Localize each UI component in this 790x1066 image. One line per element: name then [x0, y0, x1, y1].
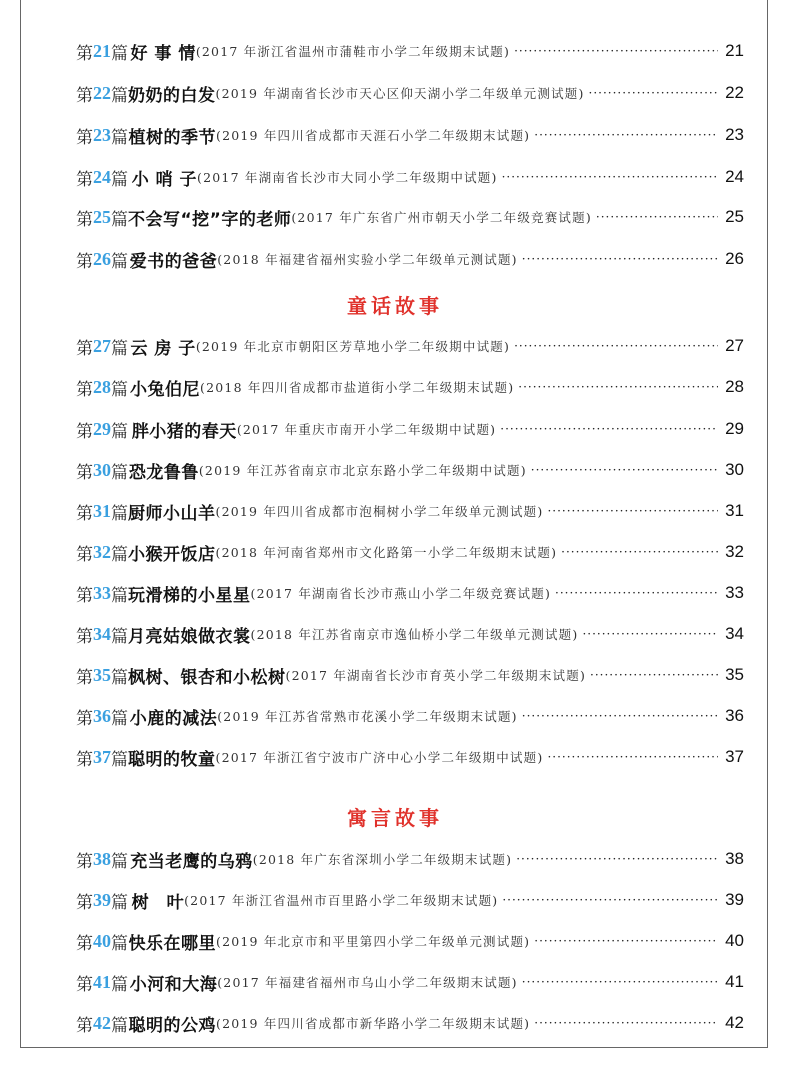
entry-prefix: 第 — [76, 127, 93, 148]
entry-number: 38 — [93, 848, 111, 869]
entry-title: 快乐在哪里 — [128, 933, 216, 954]
toc-entry-36[interactable] — [76, 701, 744, 731]
entry-source: (2017 年广东省广州市朝天小学二年级竞赛试题) — [291, 210, 592, 225]
leader-dots — [512, 852, 718, 866]
entry-source: (2017 年湖南省长沙市大同小学二年级期中试题) — [197, 170, 498, 185]
entry-prefix: 第 — [76, 708, 93, 729]
entry-page: 42 — [725, 1013, 744, 1032]
leader-dots — [510, 44, 718, 58]
entry-page: 25 — [725, 207, 744, 226]
entry-title: 玩滑梯的小星星 — [128, 585, 251, 606]
entry-source: (2019 年四川省成都市天涯石小学二年级期末试题) — [216, 128, 531, 143]
entry-suffix: 篇 — [111, 667, 128, 688]
entry-suffix: 篇 — [111, 1015, 128, 1036]
entry-title: 聪明的牧童 — [128, 749, 216, 770]
entry-title: 聪明的公鸡 — [128, 1015, 216, 1036]
entry-title: 厨师小山羊 — [128, 503, 216, 524]
entry-source: (2019 年江苏省南京市北京东路小学二年级期中试题) — [198, 463, 527, 478]
entry-title: 恐龙鲁鲁 — [128, 462, 199, 483]
entry-title: 小兔伯尼 — [130, 379, 201, 400]
leader-dots — [543, 750, 718, 764]
entry-title: 云 房 子 — [130, 338, 196, 359]
entry-page: 35 — [725, 665, 744, 684]
entry-source: (2017 年湖南省长沙市燕山小学二年级竞赛试题) — [250, 586, 552, 601]
entry-source: (2019 年北京市和平里第四小学二年级单元测试题) — [216, 934, 531, 949]
entry-number: 25 — [93, 206, 111, 227]
leader-dots — [514, 380, 718, 394]
entry-number: 30 — [93, 459, 111, 480]
toc-entry-34[interactable] — [76, 619, 744, 649]
entry-source: (2018 年四川省成都市盐道街小学二年级期末试题) — [200, 380, 515, 395]
toc-entry-26[interactable] — [76, 244, 744, 274]
entry-prefix: 第 — [76, 585, 93, 606]
entry-suffix: 篇 — [111, 251, 128, 272]
entry-suffix: 篇 — [111, 85, 128, 106]
entry-title: 奶奶的白发 — [128, 85, 216, 106]
entry-source: (2019 年江苏省常熟市花溪小学二年级期末试题) — [217, 709, 518, 724]
entry-prefix: 第 — [76, 169, 93, 190]
toc-entry-30[interactable] — [76, 455, 744, 485]
entry-suffix: 篇 — [111, 503, 128, 524]
toc-entry-28[interactable] — [76, 372, 744, 402]
entry-title: 好 事 情 — [130, 43, 196, 64]
toc-entry-38[interactable] — [76, 844, 744, 874]
entry-number: 22 — [93, 82, 111, 103]
entry-prefix: 第 — [76, 544, 93, 565]
entry-page: 31 — [725, 501, 744, 520]
entry-source: (2019 年湖南省长沙市天心区仰天湖小学二年级单元测试题) — [215, 86, 585, 101]
entry-page: 21 — [725, 41, 744, 60]
entry-prefix: 第 — [76, 338, 93, 359]
entry-number: 39 — [93, 889, 111, 910]
toc-entry-27[interactable] — [76, 331, 744, 361]
entry-title: 树 叶 — [131, 892, 185, 913]
toc-entry-41[interactable] — [76, 967, 744, 997]
entry-page: 33 — [725, 583, 744, 602]
toc-entry-39[interactable] — [76, 885, 744, 915]
toc-entry-31[interactable] — [76, 496, 744, 526]
entry-page: 41 — [725, 972, 744, 991]
entry-page: 27 — [725, 336, 744, 355]
entry-prefix: 第 — [76, 251, 93, 272]
entry-prefix: 第 — [76, 1015, 93, 1036]
toc-entry-23[interactable] — [76, 120, 744, 150]
entry-page: 38 — [725, 849, 744, 868]
entry-title: 爱书的爸爸 — [129, 251, 218, 272]
entry-suffix: 篇 — [111, 209, 128, 230]
entry-suffix: 篇 — [111, 127, 128, 148]
entry-source: (2018 年福建省福州实验小学二年级单元测试题) — [217, 252, 518, 267]
entry-number: 23 — [93, 124, 111, 145]
entry-page: 23 — [725, 125, 744, 144]
entry-suffix: 篇 — [111, 585, 128, 606]
entry-page: 24 — [725, 167, 744, 186]
entry-suffix: 篇 — [111, 933, 128, 954]
entry-number: 36 — [93, 705, 111, 726]
entry-number: 34 — [93, 623, 111, 644]
entry-number: 31 — [93, 500, 111, 521]
entry-title: 小猴开饭店 — [128, 544, 216, 565]
toc-entry-37[interactable] — [76, 742, 744, 772]
entry-suffix: 篇 — [111, 708, 128, 729]
leader-dots — [586, 668, 718, 682]
entry-title: 小河和大海 — [129, 974, 218, 995]
toc-entry-42[interactable] — [76, 1008, 744, 1038]
section-heading-fables: 寓言故事 — [347, 806, 443, 830]
leader-dots — [530, 934, 718, 948]
leader-dots — [518, 709, 718, 723]
entry-prefix: 第 — [76, 933, 93, 954]
entry-title: 小 哨 子 — [131, 169, 198, 190]
leader-dots — [578, 627, 718, 641]
entry-source: (2019 年四川省成都市泡桐树小学二年级单元测试题) — [215, 504, 544, 519]
leader-dots — [518, 975, 718, 989]
entry-number: 35 — [93, 664, 111, 685]
entry-suffix: 篇 — [111, 851, 128, 872]
entry-title: 月亮姑娘做衣裳 — [128, 626, 251, 647]
entry-number: 37 — [93, 746, 111, 767]
entry-number: 41 — [93, 971, 111, 992]
entry-page: 28 — [725, 377, 744, 396]
entry-number: 29 — [93, 418, 111, 439]
section-heading-fairy-tales: 童话故事 — [347, 294, 443, 318]
entry-prefix: 第 — [76, 503, 93, 524]
entry-source: (2017 年浙江省宁波市广济中心小学二年级期中试题) — [215, 750, 544, 765]
entry-page: 29 — [725, 419, 744, 438]
entry-number: 21 — [93, 40, 111, 61]
toc-entry-29[interactable] — [76, 414, 744, 444]
entry-number: 42 — [93, 1012, 111, 1033]
entry-title: 充当老鹰的乌鸦 — [130, 851, 253, 872]
entry-title: 胖小猪的春天 — [131, 421, 237, 442]
leader-dots — [585, 86, 718, 100]
entry-prefix: 第 — [76, 749, 93, 770]
toc-entry-25[interactable] — [76, 202, 744, 232]
entry-number: 33 — [93, 582, 111, 603]
entry-source: (2017 年浙江省温州市百里路小学二年级期末试题) — [184, 893, 499, 908]
toc-entry-32[interactable] — [76, 537, 744, 567]
entry-prefix: 第 — [76, 43, 93, 64]
entry-title: 不会写“挖”字的老师 — [128, 209, 292, 230]
entry-prefix: 第 — [76, 667, 93, 688]
entry-page: 32 — [725, 542, 744, 561]
toc-entry-22[interactable] — [76, 78, 744, 108]
entry-source: (2018 年江苏省南京市逸仙桥小学二年级单元测试题) — [250, 627, 579, 642]
entry-page: 39 — [725, 890, 744, 909]
entry-title: 小鹿的减法 — [129, 708, 218, 729]
entry-suffix: 篇 — [111, 421, 128, 442]
entry-suffix: 篇 — [111, 749, 128, 770]
entry-number: 27 — [93, 335, 111, 356]
entry-title: 植树的季节 — [128, 127, 216, 148]
leader-dots — [498, 170, 718, 184]
entry-prefix: 第 — [76, 462, 93, 483]
entry-number: 40 — [93, 930, 111, 951]
entry-prefix: 第 — [76, 892, 93, 913]
entry-page: 22 — [725, 83, 744, 102]
entry-page: 30 — [725, 460, 744, 479]
entry-suffix: 篇 — [111, 338, 128, 359]
entry-prefix: 第 — [76, 85, 93, 106]
leader-dots — [496, 422, 718, 436]
entry-source: (2017 年福建省福州市乌山小学二年级期末试题) — [217, 975, 518, 990]
entry-prefix: 第 — [76, 379, 93, 400]
leader-dots — [527, 463, 718, 477]
entry-page: 34 — [725, 624, 744, 643]
entry-suffix: 篇 — [111, 169, 128, 190]
leader-dots — [518, 252, 718, 266]
leader-dots — [530, 1016, 718, 1030]
entry-title: 枫树、银杏和小松树 — [128, 667, 286, 688]
entry-source: (2018 年河南省郑州市文化路第一小学二年级期末试题) — [215, 545, 558, 560]
entry-prefix: 第 — [76, 209, 93, 230]
entry-page: 37 — [725, 747, 744, 766]
toc-entry-35[interactable] — [76, 660, 744, 690]
toc-entry-33[interactable] — [76, 578, 744, 608]
toc-entry-40[interactable] — [76, 926, 744, 956]
entry-suffix: 篇 — [111, 892, 128, 913]
toc-entry-24[interactable] — [76, 162, 744, 192]
entry-page: 36 — [725, 706, 744, 725]
leader-dots — [557, 545, 718, 559]
entry-source: (2019 年四川省成都市新华路小学二年级期末试题) — [216, 1016, 531, 1031]
entry-prefix: 第 — [76, 974, 93, 995]
entry-suffix: 篇 — [111, 379, 128, 400]
toc-entry-21[interactable] — [76, 36, 744, 66]
leader-dots — [551, 586, 718, 600]
entry-source: (2017 年浙江省温州市蒲鞋市小学二年级期末试题) — [195, 44, 511, 59]
entry-page: 26 — [725, 249, 744, 268]
entry-number: 24 — [93, 166, 111, 187]
entry-suffix: 篇 — [111, 974, 128, 995]
leader-dots — [543, 504, 718, 518]
leader-dots — [592, 210, 718, 224]
entry-source: (2018 年广东省深圳小学二年级期末试题) — [252, 852, 513, 867]
entry-suffix: 篇 — [111, 626, 128, 647]
leader-dots — [530, 128, 718, 142]
entry-source: (2017 年重庆市南开小学二年级期中试题) — [236, 422, 497, 437]
entry-prefix: 第 — [76, 421, 93, 442]
entry-suffix: 篇 — [111, 462, 128, 483]
entry-page: 40 — [725, 931, 744, 950]
entry-suffix: 篇 — [111, 43, 128, 64]
entry-prefix: 第 — [76, 626, 93, 647]
entry-suffix: 篇 — [111, 544, 128, 565]
entry-source: (2019 年北京市朝阳区芳草地小学二年级期中试题) — [195, 339, 511, 354]
entry-prefix: 第 — [76, 851, 93, 872]
leader-dots — [498, 893, 718, 907]
entry-number: 32 — [93, 541, 111, 562]
entry-number: 26 — [93, 248, 111, 269]
entry-number: 28 — [93, 376, 111, 397]
entry-source: (2017 年湖南省长沙市育英小学二年级期末试题) — [285, 668, 587, 683]
leader-dots — [510, 339, 718, 353]
